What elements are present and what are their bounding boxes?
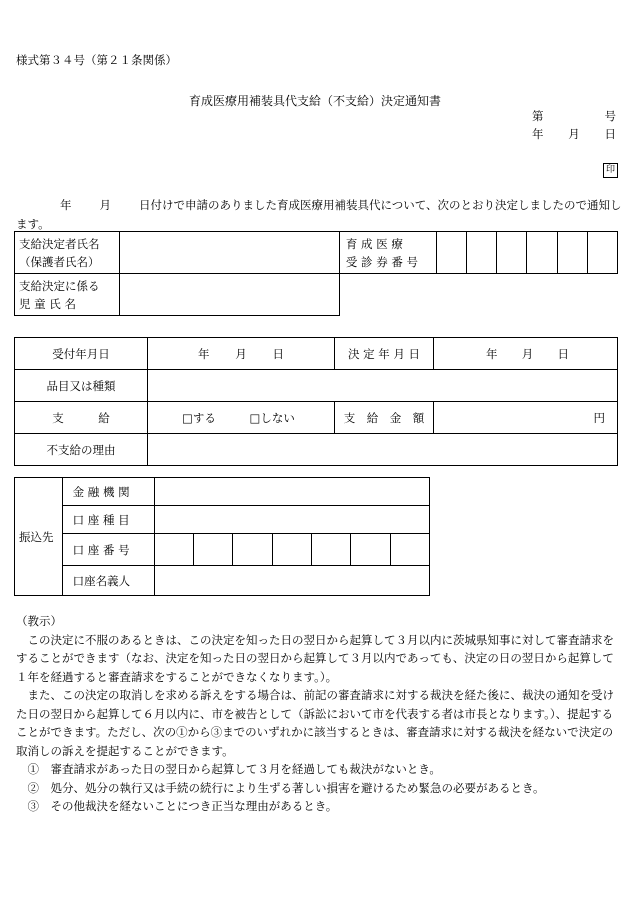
recipient-name-field[interactable] bbox=[120, 232, 340, 274]
account-type-field[interactable] bbox=[154, 506, 429, 534]
account-digit[interactable] bbox=[311, 534, 350, 566]
bank-label: 金 融 機 関 bbox=[62, 478, 154, 506]
date-day: 日 bbox=[604, 127, 616, 141]
notice-paragraph-1: この決定に不服のあるときは、この決定を知った日の翌日から起算して３月以内に茨城県知事に対して審査請求をすることができます（なお、決定を知った日の翌日から起算して３月以内であっても、決定の日の翌日から起算して１年を経過すると審査請求をすることができなくなります。）。 bbox=[16, 632, 614, 684]
account-type-label: 口 座 種 目 bbox=[62, 506, 154, 534]
ticket-digit[interactable] bbox=[557, 232, 587, 274]
transfer-table bbox=[14, 477, 430, 596]
child-name-label: 支給決定に係る 児 童 氏 名 bbox=[15, 274, 120, 316]
account-digit[interactable] bbox=[193, 534, 232, 566]
decision-date-field[interactable]: 年 月 日 bbox=[434, 338, 618, 370]
account-digit[interactable] bbox=[233, 534, 272, 566]
date-month: 月 bbox=[568, 127, 580, 141]
account-digit[interactable] bbox=[154, 534, 193, 566]
option-yes-checkbox[interactable]: □する bbox=[182, 410, 216, 425]
reason-field[interactable] bbox=[148, 434, 618, 466]
account-holder-label: 口座名義人 bbox=[62, 566, 154, 596]
notice-heading: （教示） bbox=[16, 614, 62, 628]
reason-label: 不支給の理由 bbox=[15, 434, 148, 466]
ticket-digit[interactable] bbox=[466, 232, 496, 274]
account-digit[interactable] bbox=[390, 534, 429, 566]
ticket-digit[interactable] bbox=[497, 232, 527, 274]
intro-text bbox=[16, 196, 622, 234]
notice-section bbox=[16, 612, 622, 816]
intro-year: 年 bbox=[60, 198, 72, 212]
ticket-digit[interactable] bbox=[527, 232, 557, 274]
account-digit[interactable] bbox=[272, 534, 311, 566]
notice-paragraph-2: また、この決定の取消しを求める訴えをする場合は、前記の審査請求に対する裁決を経た後に、裁決の通知を受けた日の翌日から起算して６月以内に、市を被告として（訴訟において市を代表する者は市長となります。）、提起することができます。ただし、次の①から③までのいずれかに該当するときは、審査請求に対する裁決を経ないで決定の取消しの訴えを提起することができます。 bbox=[16, 688, 614, 758]
document-number bbox=[532, 108, 616, 124]
account-number-label: 口 座 番 号 bbox=[62, 534, 154, 566]
received-date-label: 受付年月日 bbox=[15, 338, 148, 370]
recipient-name-label: 支給決定者氏名 （保護者氏名） bbox=[15, 232, 120, 274]
option-no-checkbox[interactable]: □しない bbox=[249, 410, 295, 425]
no-suffix: 号 bbox=[604, 109, 616, 123]
received-date-field[interactable]: 年 月 日 bbox=[148, 338, 335, 370]
amount-field[interactable]: 円 bbox=[434, 402, 618, 434]
no-prefix: 第 bbox=[532, 109, 544, 123]
intro-month: 月 bbox=[99, 198, 111, 212]
intro-body: 日付けで申請のありました育成医療用補装具代について、次のとおり決定しましたので通知します。 bbox=[16, 198, 622, 231]
document-title: 育成医療用補装具代支給（不支給）決定通知書 bbox=[188, 94, 441, 108]
transfer-label: 振込先 bbox=[15, 478, 63, 596]
notice-item-3: ③ その他裁決を経ないことにつき正当な理由があるとき。 bbox=[27, 799, 338, 813]
item-field[interactable] bbox=[148, 370, 618, 402]
date-year: 年 bbox=[532, 127, 544, 141]
item-label: 品目又は種類 bbox=[15, 370, 148, 402]
document-date bbox=[532, 126, 616, 142]
notice-item-1: ① 審査請求があった日の翌日から起算して３月を経過しても裁決がないとき。 bbox=[27, 762, 441, 776]
account-holder-field[interactable] bbox=[154, 566, 429, 596]
decision-date-label: 決 定 年 月 日 bbox=[335, 338, 434, 370]
child-name-field[interactable] bbox=[120, 274, 340, 316]
ticket-digit[interactable] bbox=[436, 232, 466, 274]
notice-item-2: ② 処分、処分の執行又は手続の続行により生ずる著しい損害を避けるため緊急の必要があるとき。 bbox=[27, 780, 545, 795]
recipient-table bbox=[14, 231, 618, 316]
payment-label: 支 給 bbox=[15, 402, 148, 434]
amount-label: 支 給 金 額 bbox=[335, 402, 434, 434]
decision-table bbox=[14, 337, 618, 466]
ticket-digit[interactable] bbox=[587, 232, 617, 274]
ticket-number-label: 育 成 医 療 受 診 券 番 号 bbox=[339, 232, 436, 274]
payment-options bbox=[148, 402, 335, 434]
seal-mark: 印 bbox=[603, 163, 618, 178]
form-number: 様式第３４号（第２１条関係） bbox=[16, 53, 177, 67]
bank-field[interactable] bbox=[154, 478, 429, 506]
account-digit[interactable] bbox=[351, 534, 390, 566]
